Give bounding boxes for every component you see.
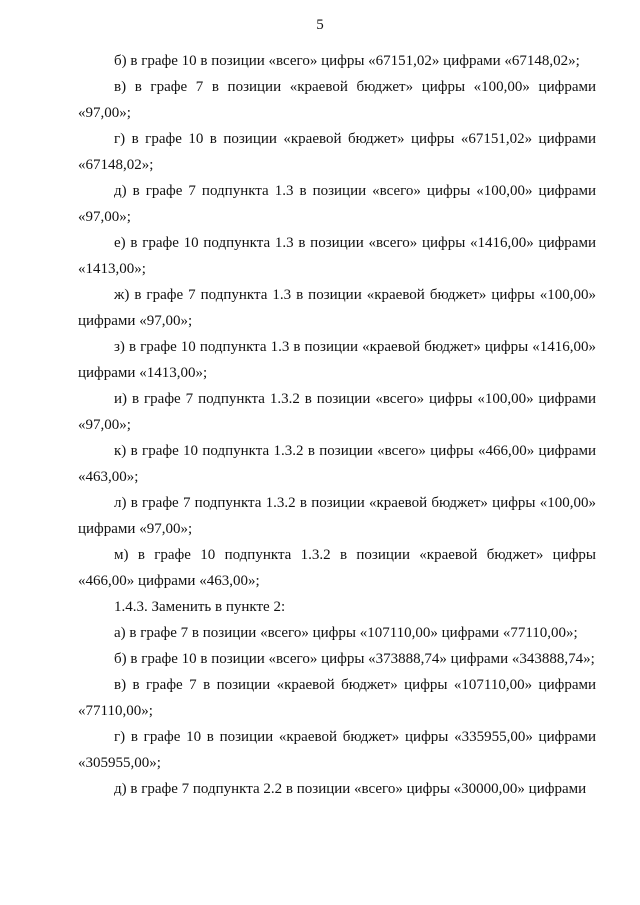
paragraph-i-col7-sub132-total: и) в графе 7 подпункта 1.3.2 в позиции «всего» цифры «100,00» цифрами «97,00»; [78, 391, 596, 433]
page-number: 5 [316, 17, 324, 33]
paragraph-e-col10-sub13-total: е) в графе 10 подпункта 1.3 в позиции «всего» цифры «1416,00» цифрами «1413,00»; [78, 235, 596, 277]
paragraph-zh-col7-sub13-regional: ж) в графе 7 подпункта 1.3 в позиции «краевой бюджет» цифры «100,00» цифрами «97,00»; [78, 287, 596, 329]
paragraph-m-col10-sub132-regional: м) в графе 10 подпункта 1.3.2 в позиции «краевой бюджет» цифры «466,00» цифрами «463,00»; [78, 547, 596, 589]
paragraph-a-p2-col7-total: а) в графе 7 в позиции «всего» цифры «107110,00» цифрами «77110,00»; [114, 625, 578, 641]
paragraph-k-col10-sub132-total: к) в графе 10 подпункта 1.3.2 в позиции «всего» цифры «466,00» цифрами «463,00»; [78, 443, 596, 485]
paragraph-v-p2-col7-regional: в) в графе 7 в позиции «краевой бюджет» цифры «107110,00» цифрами «77110,00»; [78, 677, 596, 719]
paragraph-b-col10-total: б) в графе 10 в позиции «всего» цифры «67151,02» цифрами «67148,02»; [114, 53, 580, 69]
paragraph-b-p2-col10-total: б) в графе 10 в позиции «всего» цифры «373888,74» цифрами «343888,74»; [114, 651, 595, 667]
paragraph-g-col10-regional: г) в графе 10 в позиции «краевой бюджет» цифры «67151,02» цифрами «67148,02»; [78, 131, 596, 173]
paragraph-v-col7-regional: в) в графе 7 в позиции «краевой бюджет» цифры «100,00» цифрами «97,00»; [78, 79, 596, 121]
section-heading-1-4-3: 1.4.3. Заменить в пункте 2: [114, 599, 286, 615]
paragraph-g-p2-col10-regional: г) в графе 10 в позиции «краевой бюджет» цифры «335955,00» цифрами «305955,00»; [78, 729, 596, 771]
paragraph-d-p2-sub22-col7-total: д) в графе 7 подпункта 2.2 в позиции «всего» цифры «30000,00» цифрами [114, 781, 587, 797]
paragraph-l-col7-sub132-regional: л) в графе 7 подпункта 1.3.2 в позиции «краевой бюджет» цифры «100,00» цифрами «97,00»; [78, 495, 596, 537]
paragraph-d-col7-sub13-total: д) в графе 7 подпункта 1.3 в позиции «всего» цифры «100,00» цифрами «97,00»; [78, 183, 596, 225]
document-body [78, 48, 596, 802]
paragraph-z-col10-sub13-regional: з) в графе 10 подпункта 1.3 в позиции «краевой бюджет» цифры «1416,00» цифрами «1413,00»; [78, 339, 596, 381]
